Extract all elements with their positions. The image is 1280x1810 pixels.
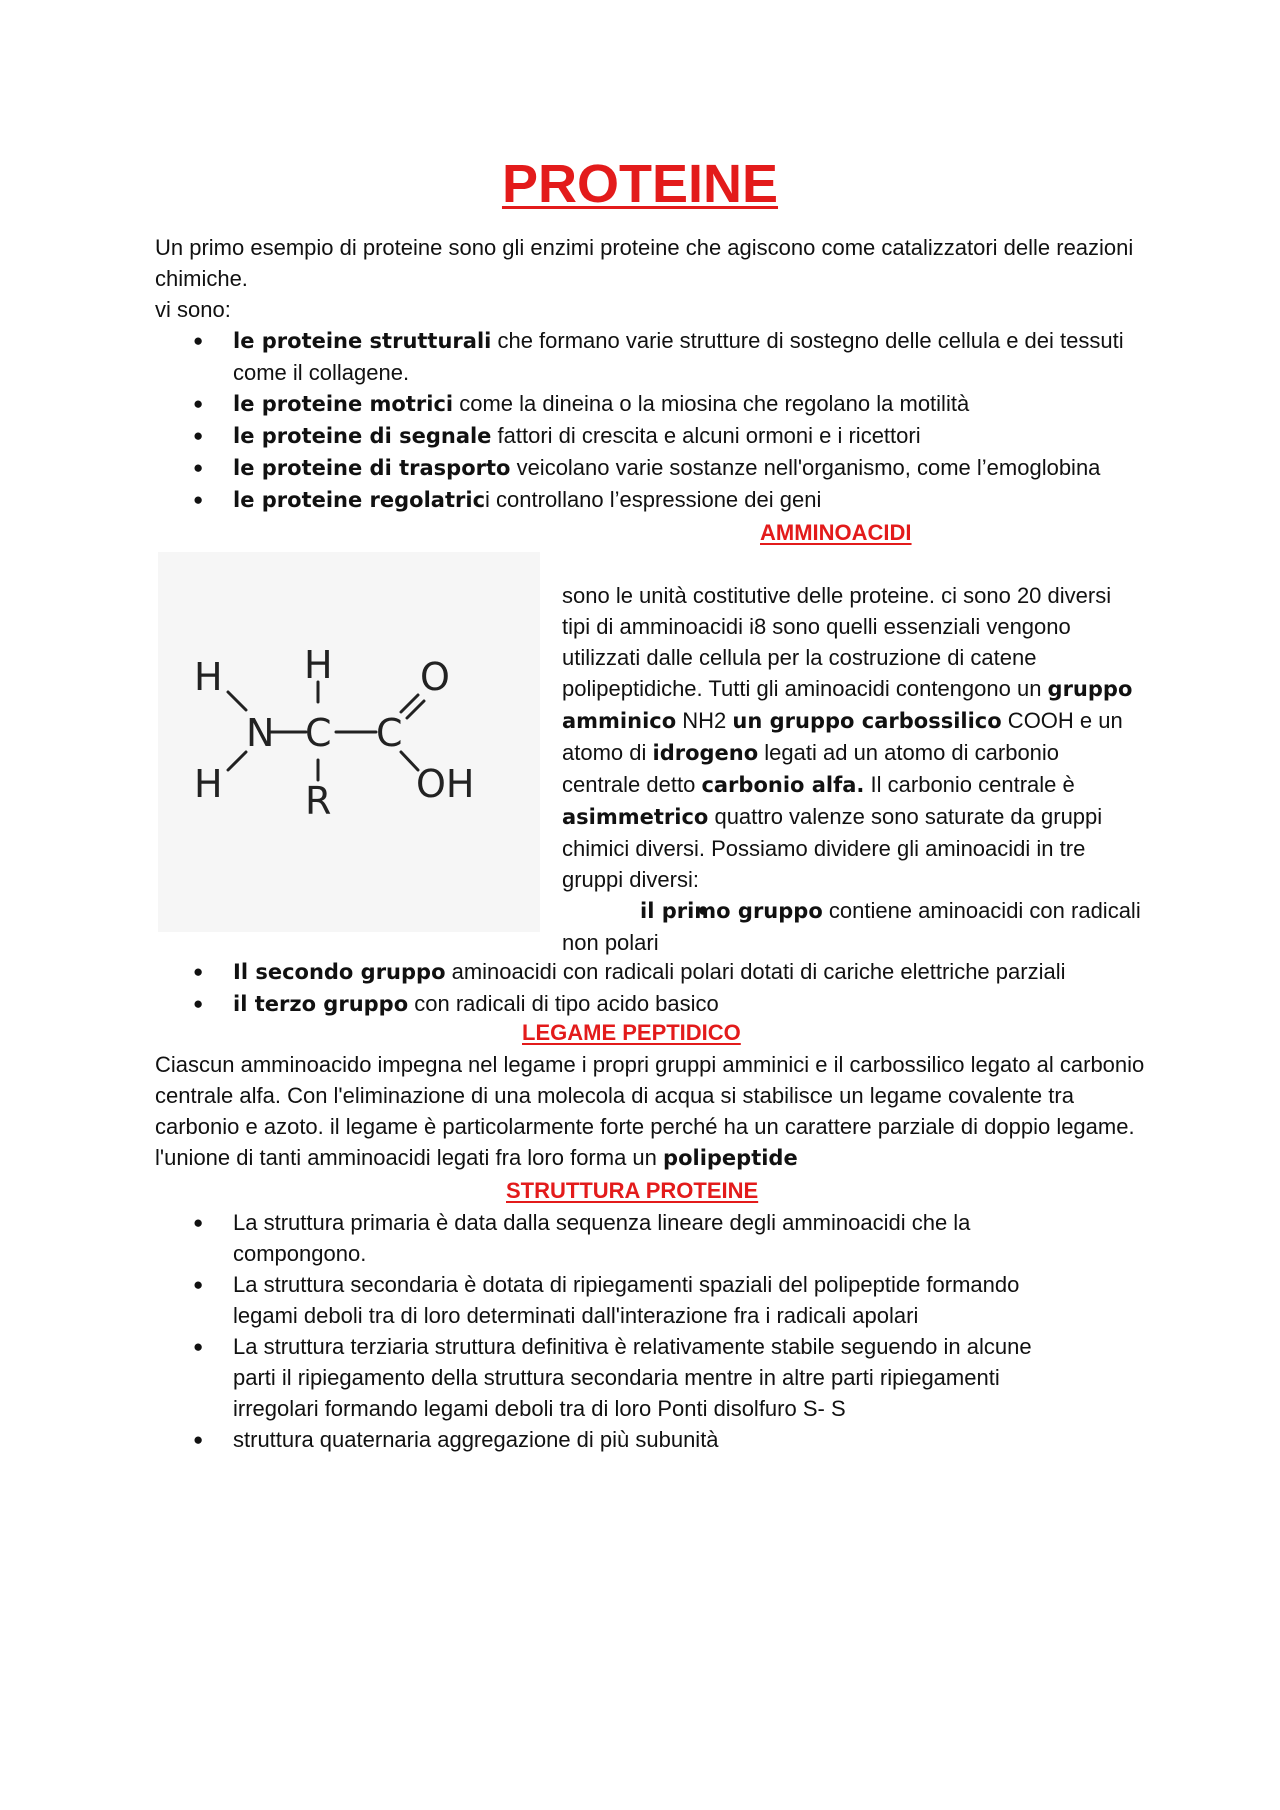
text-span: sono le unità costitutive delle proteine. ci sono 20 diversi tipi di amminoacidi i8 sono quelli essenziali vengono utilizzati dalle cellula per la costruzione di catene polipeptidiche. Tutti gli aminoacidi contengono un — [562, 583, 1112, 701]
bold-span: carbonio alfa. — [701, 773, 865, 797]
text-span: NH2 — [676, 708, 733, 733]
bold-span: idrogeno — [652, 741, 759, 765]
list-item — [155, 388, 1155, 420]
list-item — [155, 420, 1155, 452]
amino-groups-list — [155, 956, 1155, 1020]
item-bold: le proteine regolatric — [233, 488, 486, 512]
text-span: Ciascun amminoacido impegna nel legame i propri gruppi amminici e il carbossilico legato al carbonio centrale alfa. Con l'eliminazione di una molecola di acqua si stabilisce un legame covalente tra carbonio e azoto. il legame è particolarmente forte perché ha un carattere parziale di doppio legame. l'unione di tanti amminoacidi legati fra loro forma un — [155, 1052, 1145, 1170]
list-item: ● La struttura terziaria struttura definitiva è relativamente stabile seguendo in alcune parti il ripiegamento della struttura secondaria mentre in altre parti ripiegamenti irregolari formando legami deboli tra di loro Ponti disolfuro S- S — [155, 1331, 1155, 1424]
text-span: Il carbonio centrale è — [864, 772, 1075, 797]
list-item: ● struttura quaternaria aggregazione di più subunità — [155, 1424, 1155, 1455]
atom-h-bottom-left: H — [194, 762, 223, 806]
item-bold: le proteine di segnale — [233, 424, 492, 448]
protein-types-list — [155, 325, 1155, 516]
atom-o: O — [420, 655, 450, 699]
list-item — [155, 452, 1155, 484]
atom-h-top: H — [304, 643, 333, 687]
aminoacidi-heading: AMMINOACIDI — [760, 520, 912, 545]
item-text: contiene aminoacidi con radicali non polari — [562, 898, 1141, 955]
group-item-1 — [562, 895, 1142, 958]
intro-paragraph: Un primo esempio di proteine sono gli enzimi proteine che agiscono come catalizzatori delle reazioni chimiche. — [155, 235, 1134, 291]
aminoacidi-description — [562, 580, 1142, 958]
atom-h-top-left: H — [194, 655, 223, 699]
bold-span: asimmetrico — [562, 805, 709, 829]
text-span: COOH e un atomo di — [562, 708, 1123, 765]
item-text: con radicali di tipo acido basico — [408, 991, 719, 1016]
legame-paragraph — [155, 1049, 1155, 1174]
groups-list-section — [155, 956, 1155, 1020]
amino-acid-structure-svg — [158, 552, 540, 932]
list-item: ● La struttura secondaria è dotata di ripiegamenti spaziali del polipeptide formando legami deboli tra di loro determinati dall'interazione fra i radicali apolari — [155, 1269, 1155, 1331]
item-text: i controllano l’espressione dei geni — [485, 487, 822, 512]
legame-heading: LEGAME PEPTIDICO — [522, 1020, 741, 1045]
atom-r: R — [305, 779, 332, 823]
bold-span: un gruppo carbossilico — [732, 709, 1002, 733]
item-text: come la dineina o la miosina che regolano la motilità — [453, 391, 970, 416]
item-bold: le proteine di trasporto — [233, 456, 511, 480]
bold-span: gruppo amminico — [562, 677, 1133, 733]
item-bold: il primo gruppo — [640, 899, 823, 923]
amino-acid-structure-diagram — [158, 552, 540, 932]
bold-span: polipeptide — [663, 1146, 798, 1170]
list-item — [155, 988, 1155, 1020]
item-bold: Il secondo gruppo — [233, 960, 446, 984]
aminoacidi-paragraph — [562, 580, 1142, 895]
item-bold: il terzo gruppo — [233, 992, 409, 1016]
struttura-section — [155, 1207, 1155, 1455]
legame-section — [155, 1049, 1155, 1174]
item-text: aminoacidi con radicali polari dotati di cariche elettriche parziali — [445, 959, 1066, 984]
vi-sono-label: vi sono: — [155, 297, 231, 322]
struttura-list — [155, 1207, 1155, 1455]
item-bold: le proteine strutturali — [233, 329, 492, 353]
list-item: ● La struttura primaria è data dalla sequenza lineare degli amminoacidi che la compongono. — [155, 1207, 1155, 1269]
atom-oh: OH — [416, 762, 475, 806]
atom-c-alpha: C — [305, 711, 332, 755]
item-bold: le proteine motrici — [233, 392, 454, 416]
text-span: quattro valenze sono saturate da gruppi chimici diversi. Possiamo dividere gli aminoacidi in tre gruppi diversi: — [562, 804, 1103, 892]
list-item — [155, 325, 1155, 388]
intro-section — [155, 232, 1155, 516]
struttura-heading: STRUTTURA PROTEINE — [506, 1178, 759, 1203]
list-item — [155, 956, 1155, 988]
item-text: che formano varie strutture di sostegno delle cellula e dei tessuti come il collagene. — [233, 328, 1124, 385]
text-span: legati ad un atomo di carbonio centrale detto — [562, 740, 1060, 797]
item-text: veicolano varie sostanze nell'organismo, come l’emoglobina — [510, 455, 1101, 480]
atom-c-carboxyl: C — [376, 711, 403, 755]
list-item — [155, 484, 1155, 516]
page-title: PROTEINE — [501, 154, 779, 214]
item-text: fattori di crescita e alcuni ormoni e i ricettori — [491, 423, 921, 448]
atom-n: N — [246, 711, 275, 755]
